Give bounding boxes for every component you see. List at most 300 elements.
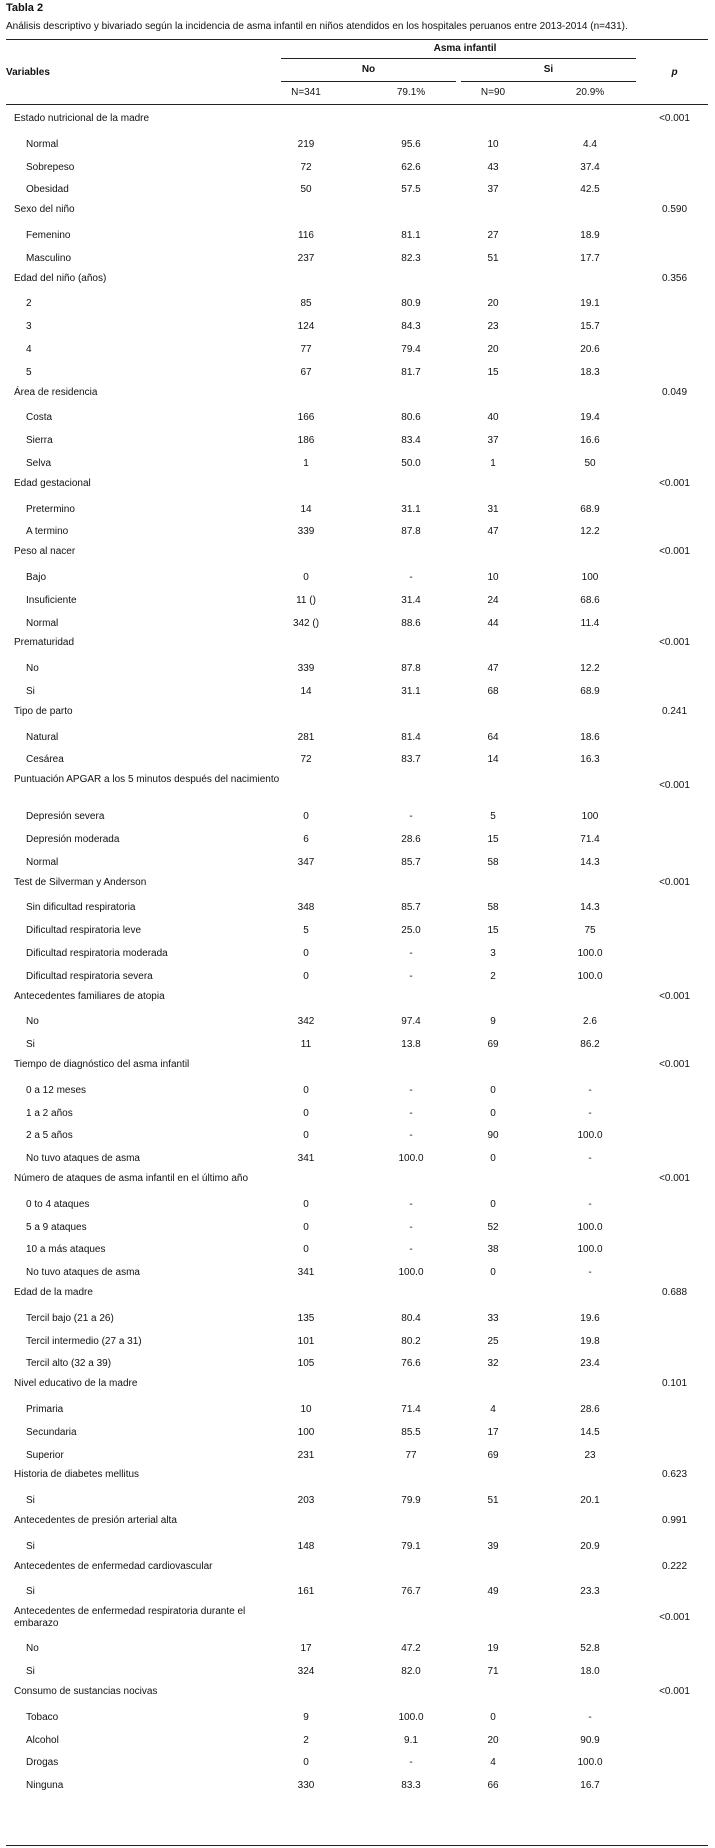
cell-pct-no: 31.4 (401, 594, 421, 606)
cell-pct-si: 14.3 (580, 902, 600, 914)
cell-pct-no: 82.3 (401, 252, 421, 264)
row-label: Alcohol (26, 1734, 59, 1746)
row-label: A termino (26, 526, 69, 538)
p-value: <0.001 (659, 990, 690, 1002)
cell-pct-si: 14.3 (580, 856, 600, 868)
category-label: Estado nutricional de la madre (14, 113, 150, 124)
table-row (6, 293, 708, 316)
table-row (6, 1217, 708, 1240)
table-row (6, 316, 708, 339)
cell-pct-si: - (588, 1711, 592, 1723)
cell-pct-si: 90.9 (580, 1734, 600, 1746)
cell-n-no: 203 (297, 1495, 315, 1507)
table-row (6, 727, 708, 750)
p-value: <0.001 (659, 876, 690, 888)
category-row (6, 1171, 708, 1194)
cell-n-no: 0 (303, 1221, 309, 1233)
cell-pct-si: 50 (584, 457, 596, 469)
table-row (6, 453, 708, 476)
cell-n-no: 186 (297, 435, 315, 447)
row-label: Depresión severa (26, 811, 105, 823)
row-label: Superior (26, 1449, 64, 1461)
row-label: Si (26, 1495, 35, 1507)
cell-pct-si: 19.6 (580, 1312, 600, 1324)
cell-pct-si: - (588, 1267, 592, 1279)
cell-n-no: 9 (303, 1711, 309, 1723)
si-rule (461, 81, 636, 82)
cell-n-no: 166 (297, 412, 315, 424)
category-row (6, 1684, 708, 1707)
table-row (6, 1011, 708, 1034)
cell-pct-no: - (409, 1244, 413, 1256)
cell-n-no: 348 (297, 902, 315, 914)
cell-pct-no: 82.0 (401, 1666, 421, 1678)
cell-n-si: 47 (487, 526, 499, 538)
p-value: <0.001 (659, 1059, 690, 1071)
cell-n-no: 5 (303, 925, 309, 937)
cell-n-no: 72 (300, 754, 312, 766)
table-row (6, 499, 708, 522)
table-row (6, 1353, 708, 1376)
cell-n-si: 15 (487, 925, 499, 937)
header-n-si: N=90 (480, 87, 506, 98)
table-row (6, 1148, 708, 1171)
header-group: Asma infantil (433, 43, 497, 54)
cell-n-no: 116 (298, 229, 314, 241)
cell-pct-no: - (409, 1130, 413, 1142)
cell-pct-si: 18.3 (580, 366, 600, 378)
table-row (6, 157, 708, 180)
row-label: 0 a 12 meses (26, 1084, 87, 1096)
cell-pct-no: 76.6 (401, 1358, 421, 1370)
table-row (6, 1239, 708, 1262)
cell-pct-si: 12.2 (580, 526, 600, 538)
cell-n-si: 51 (487, 252, 499, 264)
cell-n-si: 0 (490, 1711, 496, 1723)
table-row (6, 567, 708, 590)
cell-n-si: 5 (490, 811, 496, 823)
category-row (6, 385, 708, 408)
cell-pct-si: 86.2 (580, 1039, 600, 1051)
cell-n-si: 64 (487, 731, 499, 743)
category-row (6, 1467, 708, 1490)
p-value: 0.623 (661, 1469, 688, 1481)
table-row (6, 1034, 708, 1057)
cell-n-no: 11 () (296, 594, 316, 606)
cell-pct-no: 79.1 (401, 1540, 421, 1552)
row-label: Si (26, 1586, 35, 1598)
cell-pct-si: 18.9 (580, 229, 600, 241)
cell-pct-si: 20.9 (580, 1540, 600, 1552)
cell-pct-si: 23.3 (580, 1586, 600, 1598)
cell-pct-no: 87.8 (401, 526, 421, 538)
cell-n-si: 32 (487, 1358, 499, 1370)
cell-pct-no: 83.4 (401, 435, 421, 447)
row-label: Costa (26, 412, 53, 424)
row-label: Depresión moderada (26, 834, 120, 846)
row-label: Si (26, 685, 35, 697)
table-row (6, 829, 708, 852)
cell-pct-si: 17.7 (580, 252, 600, 264)
category-label: Área de residencia (14, 386, 98, 398)
table-row (6, 966, 708, 989)
row-label: 2 (26, 298, 32, 310)
p-value: 0.356 (661, 272, 688, 284)
cell-pct-si: 12.2 (580, 663, 600, 675)
table-row (6, 1125, 708, 1148)
cell-n-si: 43 (487, 161, 499, 173)
row-label: No (26, 663, 39, 675)
table-row (6, 920, 708, 943)
cell-pct-si: 19.4 (580, 412, 600, 424)
cell-n-si: 2 (490, 970, 496, 982)
category-row (6, 635, 708, 658)
category-label: Antecedentes de enfermedad respiratoria durante el embarazo (14, 1606, 246, 1630)
cell-n-no: 347 (297, 856, 315, 868)
cell-n-si: 3 (490, 948, 496, 960)
cell-pct-si: 16.6 (580, 435, 600, 447)
cell-pct-si: 52.8 (580, 1643, 600, 1655)
cell-n-no: 341 (297, 1267, 315, 1279)
cell-n-si: 4 (490, 1404, 496, 1416)
table-row (6, 1262, 708, 1285)
table-label: Tabla 2 (6, 2, 44, 14)
category-row (6, 772, 708, 806)
cell-pct-si: 100 (581, 811, 599, 823)
cell-n-si: 20 (487, 1734, 499, 1746)
cell-pct-no: - (409, 948, 413, 960)
cell-pct-no: 81.4 (401, 731, 421, 743)
cell-pct-si: 68.6 (580, 594, 600, 606)
cell-pct-no: - (409, 970, 413, 982)
row-label: Tobaco (26, 1711, 59, 1723)
cell-pct-no: 85.5 (401, 1426, 421, 1438)
table-row (6, 1730, 708, 1753)
row-label: No tuvo ataques de asma (26, 1267, 140, 1279)
category-row (6, 1285, 708, 1308)
cell-n-si: 58 (487, 856, 499, 868)
bottom-rule (6, 1845, 708, 1846)
cell-pct-no: 77 (405, 1449, 417, 1461)
table-row (6, 590, 708, 613)
cell-n-si: 58 (487, 902, 499, 914)
cell-n-no: 339 (297, 526, 315, 538)
cell-pct-si: 100.0 (577, 1244, 603, 1256)
cell-n-no: 0 (303, 1084, 309, 1096)
cell-n-si: 0 (490, 1198, 496, 1210)
category-row (6, 1376, 708, 1399)
cell-pct-si: 2.6 (583, 1016, 597, 1028)
cell-pct-si: 68.9 (580, 503, 600, 515)
cell-n-si: 14 (487, 754, 499, 766)
cell-pct-si: 28.6 (580, 1404, 600, 1416)
row-label: Femenino (26, 229, 71, 241)
table-row (6, 179, 708, 202)
cell-n-si: 0 (490, 1153, 496, 1165)
category-label: Puntuación APGAR a los 5 minutos después del nacimiento (14, 774, 280, 786)
header-p-text: p (671, 67, 678, 78)
cell-pct-si: - (588, 1198, 592, 1210)
cell-n-no: 50 (300, 184, 312, 196)
table-row (6, 749, 708, 772)
row-label: Obesidad (26, 184, 69, 196)
table-row (6, 407, 708, 430)
cell-n-no: 72 (300, 161, 312, 173)
table-row (6, 339, 708, 362)
row-label: 1 a 2 años (26, 1107, 73, 1119)
cell-pct-si: 100.0 (577, 970, 603, 982)
table-row (6, 852, 708, 875)
cell-n-si: 52 (487, 1221, 499, 1233)
cell-n-si: 0 (490, 1084, 496, 1096)
cell-pct-no: 28.6 (401, 834, 421, 846)
category-label: Nivel educativo de la madre (14, 1378, 138, 1390)
cell-n-no: 148 (297, 1540, 315, 1552)
table-row (6, 1536, 708, 1559)
cell-pct-no: 80.4 (401, 1312, 421, 1324)
p-value: <0.001 (659, 1685, 690, 1697)
cell-pct-no: 85.7 (401, 856, 421, 868)
cell-pct-no: 88.6 (401, 617, 421, 629)
row-label: Sierra (26, 435, 53, 447)
table-row (6, 943, 708, 966)
table-row (6, 430, 708, 453)
table-row (6, 1661, 708, 1684)
cell-pct-no: - (409, 1198, 413, 1210)
cell-n-no: 0 (303, 1244, 309, 1256)
p-value: <0.001 (659, 477, 690, 489)
cell-pct-si: 20.1 (580, 1495, 600, 1507)
cell-pct-si: - (588, 1084, 592, 1096)
cell-n-no: 17 (300, 1643, 312, 1655)
cell-n-no: 342 () (292, 617, 320, 629)
cell-pct-si: 100.0 (577, 1221, 603, 1233)
cell-pct-no: - (409, 571, 413, 583)
cell-n-si: 71 (487, 1666, 499, 1678)
cell-pct-no: - (409, 1221, 413, 1233)
category-row (6, 202, 708, 225)
category-row (6, 1559, 708, 1582)
table-row (6, 225, 708, 248)
cell-n-si: 69 (487, 1039, 499, 1051)
table-row (6, 1707, 708, 1730)
category-label: Tiempo de diagnóstico del asma infantil (14, 1059, 190, 1071)
table-row (6, 1638, 708, 1661)
cell-pct-no: 84.3 (401, 321, 421, 333)
cell-n-no: 77 (300, 343, 312, 355)
cell-n-no: 67 (300, 366, 312, 378)
p-value: 0.049 (661, 386, 688, 398)
row-label: Insuficiente (26, 594, 77, 606)
cell-n-no: 14 (300, 503, 312, 515)
row-label: Normal (26, 138, 59, 150)
category-label: Tipo de parto (14, 705, 73, 717)
no-rule (281, 81, 456, 82)
cell-pct-no: 62.6 (401, 161, 421, 173)
cell-n-no: 124 (297, 321, 315, 333)
row-label: Pretermino (26, 503, 75, 515)
p-value: <0.001 (659, 546, 690, 558)
p-value: 0.590 (661, 204, 688, 216)
row-label: Dificultad respiratoria leve (26, 925, 142, 937)
row-label: Normal (26, 856, 59, 868)
row-label: Tercil intermedio (27 a 31) (26, 1335, 142, 1347)
p-value: 0.241 (661, 705, 688, 717)
category-row (6, 271, 708, 294)
cell-pct-no: 76.7 (401, 1586, 421, 1598)
row-label: Tercil bajo (21 a 26) (26, 1312, 114, 1324)
category-label: Consumo de sustancias nocivas (14, 1685, 158, 1697)
category-row (6, 704, 708, 727)
cell-n-no: 330 (297, 1780, 315, 1792)
row-label: 10 a más ataques (26, 1244, 106, 1256)
category-row (6, 476, 708, 499)
cell-pct-no: 50.0 (401, 457, 421, 469)
cell-n-si: 0 (490, 1107, 496, 1119)
cell-pct-no: 25.0 (401, 925, 421, 937)
cell-pct-no: 80.2 (401, 1335, 421, 1347)
row-label: Sin dificultad respiratoria (26, 902, 136, 914)
cell-n-si: 44 (487, 617, 499, 629)
category-label: Edad gestacional (14, 477, 91, 489)
cell-n-no: 339 (297, 663, 315, 675)
row-label: 5 a 9 ataques (26, 1221, 87, 1233)
cell-n-si: 15 (487, 834, 499, 846)
cell-pct-no: 9.1 (404, 1734, 418, 1746)
table-row (6, 1308, 708, 1331)
cell-n-no: 101 (297, 1335, 315, 1347)
table-row (6, 248, 708, 271)
table-row (6, 1331, 708, 1354)
cell-n-si: 47 (487, 663, 499, 675)
cell-n-si: 20 (487, 298, 499, 310)
row-label: Dificultad respiratoria severa (26, 970, 153, 982)
table-row (6, 1399, 708, 1422)
row-label: Secundaria (26, 1426, 77, 1438)
row-label: Primaria (26, 1404, 64, 1416)
category-row (6, 989, 708, 1012)
cell-n-no: 0 (303, 948, 309, 960)
cell-n-no: 6 (303, 834, 309, 846)
cell-n-si: 68 (487, 685, 499, 697)
cell-n-no: 0 (303, 1757, 309, 1769)
cell-pct-no: 79.9 (401, 1495, 421, 1507)
cell-n-si: 23 (487, 321, 499, 333)
table-row (6, 362, 708, 385)
cell-n-si: 38 (487, 1244, 499, 1256)
cell-pct-no: 13.8 (401, 1039, 421, 1051)
cell-n-si: 51 (487, 1495, 499, 1507)
category-row (6, 544, 708, 567)
cell-pct-si: 100 (581, 571, 599, 583)
table-row (6, 1752, 708, 1775)
cell-n-no: 342 (297, 1016, 315, 1028)
row-label: 5 (26, 366, 32, 378)
header-no: No (361, 64, 376, 75)
p-value: 0.688 (661, 1287, 688, 1299)
cell-pct-no: 83.7 (401, 754, 421, 766)
cell-n-no: 0 (303, 1198, 309, 1210)
row-label: Si (26, 1666, 35, 1678)
header-si: Si (543, 64, 554, 75)
header-n-no: N=341 (291, 87, 321, 98)
cell-n-si: 33 (487, 1312, 499, 1324)
p-value: <0.001 (659, 1612, 690, 1624)
row-label: No (26, 1643, 39, 1655)
p-value: <0.001 (659, 780, 690, 792)
table-row (6, 681, 708, 704)
row-label: Natural (26, 731, 59, 743)
cell-pct-no: 81.1 (401, 229, 421, 241)
category-label: Antecedentes familiares de atopia (14, 990, 165, 1002)
category-label: Test de Silverman y Anderson (14, 876, 147, 888)
category-label: Edad del niño (años) (14, 272, 107, 284)
cell-pct-si: 23.4 (580, 1358, 600, 1370)
cell-n-si: 15 (487, 366, 499, 378)
cell-pct-si: 68.9 (580, 685, 600, 697)
cell-n-no: 2 (303, 1734, 309, 1746)
row-label: Si (26, 1039, 35, 1051)
category-label: Peso al nacer (14, 546, 76, 558)
cell-pct-no: - (409, 1757, 413, 1769)
table-row (6, 1775, 708, 1798)
cell-pct-si: 15.7 (580, 321, 600, 333)
table-body (6, 111, 708, 1798)
cell-pct-no: 79.4 (401, 343, 421, 355)
cell-n-si: 4 (490, 1757, 496, 1769)
table-row (6, 613, 708, 636)
category-row (6, 1057, 708, 1080)
cell-n-si: 24 (487, 594, 499, 606)
row-label: Sobrepeso (26, 161, 75, 173)
cell-n-no: 0 (303, 970, 309, 982)
row-label: Bajo (26, 571, 47, 583)
cell-n-no: 161 (297, 1586, 315, 1598)
category-label: Prematuridad (14, 637, 75, 649)
cell-pct-no: 85.7 (401, 902, 421, 914)
cell-pct-no: 97.4 (401, 1016, 421, 1028)
row-label: No (26, 1016, 39, 1028)
cell-pct-no: 57.5 (401, 184, 421, 196)
cell-pct-no: 83.3 (401, 1780, 421, 1792)
cell-n-no: 14 (300, 685, 312, 697)
table-row (6, 806, 708, 829)
header-pct-si: 20.9% (575, 87, 605, 98)
cell-pct-si: - (588, 1153, 592, 1165)
cell-pct-no: 100.0 (398, 1267, 424, 1279)
cell-pct-si: 19.8 (580, 1335, 600, 1347)
p-value: <0.001 (659, 1173, 690, 1185)
cell-n-si: 27 (487, 229, 499, 241)
header-pct-no: 79.1% (396, 87, 426, 98)
cell-n-si: 20 (487, 343, 499, 355)
cell-pct-si: 100.0 (577, 1130, 603, 1142)
cell-pct-si: 23 (584, 1449, 596, 1461)
cell-pct-no: 31.1 (401, 685, 421, 697)
cell-n-si: 37 (487, 435, 499, 447)
cell-n-si: 49 (487, 1586, 499, 1598)
table-row (6, 134, 708, 157)
table-row (6, 1422, 708, 1445)
cell-n-si: 25 (487, 1335, 499, 1347)
category-label: Número de ataques de asma infantil en el último año (14, 1173, 249, 1185)
category-label: Sexo del niño (14, 204, 75, 216)
row-label: No tuvo ataques de asma (26, 1153, 140, 1165)
category-label: Edad de la madre (14, 1287, 93, 1299)
table-row (6, 521, 708, 544)
cell-pct-si: 42.5 (580, 184, 600, 196)
cell-n-si: 39 (487, 1540, 499, 1552)
